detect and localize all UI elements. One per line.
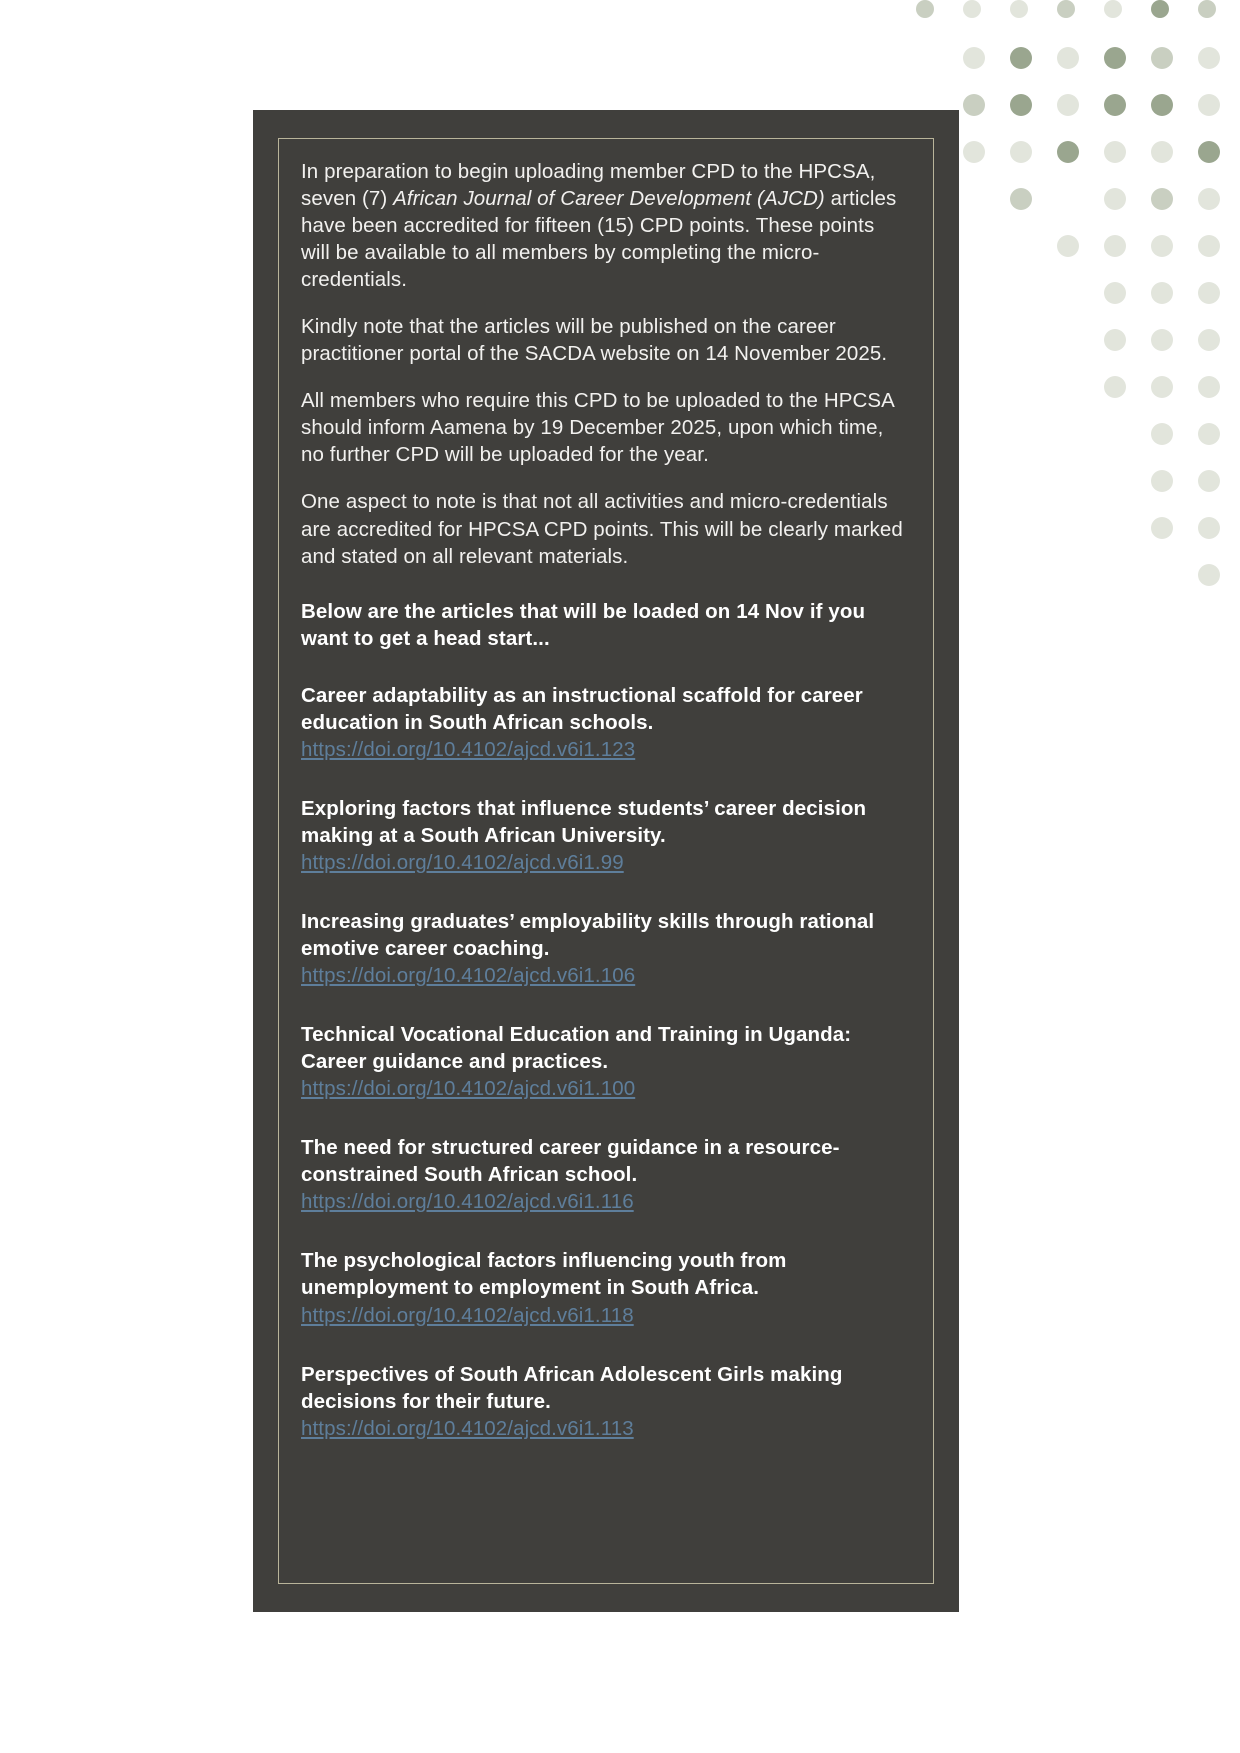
decorative-dot [1057,47,1079,69]
paragraph [301,387,907,468]
decorative-dot [1151,470,1173,492]
decorative-dot [1151,517,1173,539]
text-run: Kindly note that the articles will be published on the career practitioner portal of the SACDA website on 14 November 2025. [301,315,888,366]
decorative-dot [1151,329,1173,351]
decorative-dot [1151,282,1173,304]
article-doi-link[interactable]: https://doi.org/10.4102/ajcd.v6i1.113 [301,1416,634,1440]
decorative-dot [1198,235,1220,257]
text-run: articles have been accredited for fifteen (15) CPD points. These points will be available to all members by completing the micro-credentials. [301,187,897,292]
article-item [301,1361,907,1442]
card-content [301,158,907,1474]
article-doi-link[interactable]: https://doi.org/10.4102/ajcd.v6i1.118 [301,1303,634,1327]
article-item [301,1021,907,1102]
decorative-dot [1198,517,1220,539]
decorative-dot [1151,235,1173,257]
decorative-dot [1151,94,1173,116]
articles-lead-text: Below are the articles that will be loaded on 14 Nov if you want to get a head start... [301,599,866,650]
article-item [301,682,907,763]
article-doi-link[interactable]: https://doi.org/10.4102/ajcd.v6i1.106 [301,964,636,988]
decorative-dot [1198,329,1220,351]
article-title: Exploring factors that influence students’ career decision making at a South African University. [301,796,867,847]
decorative-dot [1010,188,1032,210]
decorative-dot [1198,470,1220,492]
decorative-dot [1151,423,1173,445]
decorative-dot [1057,235,1079,257]
decorative-dot [1104,47,1126,69]
paragraph [301,488,907,569]
decorative-dot [1198,0,1216,18]
decorative-dot [1151,376,1173,398]
decorative-dot [1198,282,1220,304]
dot-grid-decoration [910,0,1240,686]
decorative-dot [1104,235,1126,257]
article-title: The need for structured career guidance in a resource-constrained South African school. [301,1136,840,1187]
decorative-dot [1057,141,1079,163]
decorative-dot [1104,376,1126,398]
article-doi-link[interactable]: https://doi.org/10.4102/ajcd.v6i1.116 [301,1190,634,1214]
text-run: All members who require this CPD to be uploaded to the HPCSA should inform Aamena by 19 December 2025, upon which time, no further CPD will be uploaded for the year. [301,389,894,467]
decorative-dot [963,141,985,163]
decorative-dot [1010,141,1032,163]
decorative-dot [1198,94,1220,116]
article-title: Technical Vocational Education and Training in Uganda: Career guidance and practices. [301,1023,852,1074]
decorative-dot [963,47,985,69]
article-title: Career adaptability as an instructional scaffold for career education in South African schools. [301,683,863,734]
decorative-dot [1104,282,1126,304]
article-title: Perspectives of South African Adolescent Girls making decisions for their future. [301,1362,843,1413]
article-item [301,795,907,876]
decorative-dot [1198,376,1220,398]
paragraph [301,313,907,367]
journal-name: African Journal of Career Development (AJCD) [393,187,825,211]
article-title: The psychological factors influencing youth from unemployment to employment in South Africa. [301,1249,787,1300]
decorative-dot [1198,423,1220,445]
decorative-dot [1104,0,1122,18]
decorative-dot [1198,141,1220,163]
article-item [301,908,907,989]
intro-paragraphs [301,158,907,570]
decorative-dot [1057,94,1079,116]
article-doi-link[interactable]: https://doi.org/10.4102/ajcd.v6i1.99 [301,850,624,874]
decorative-dot [1151,141,1173,163]
article-item [301,1134,907,1215]
article-list [301,682,907,1442]
decorative-dot [1104,329,1126,351]
decorative-dot [1010,0,1028,18]
decorative-dot [963,94,985,116]
article-item [301,1247,907,1328]
decorative-dot [1104,188,1126,210]
decorative-dot [1151,188,1173,210]
decorative-dot [1198,47,1220,69]
text-run: In preparation to begin uploading member CPD to the HPCSA, seven (7) [301,160,876,211]
decorative-dot [1010,47,1032,69]
decorative-dot [1104,94,1126,116]
decorative-dot [963,0,981,18]
article-doi-link[interactable]: https://doi.org/10.4102/ajcd.v6i1.100 [301,1077,636,1101]
decorative-dot [1198,564,1220,586]
decorative-dot [916,0,934,18]
decorative-dot [1104,141,1126,163]
decorative-dot [1151,0,1169,18]
text-run: One aspect to note is that not all activities and micro-credentials are accredited for HPCSA CPD points. This will be clearly marked and stated on all relevant materials. [301,490,903,568]
paragraph [301,158,907,293]
article-doi-link[interactable]: https://doi.org/10.4102/ajcd.v6i1.123 [301,737,636,761]
decorative-dot [1057,0,1075,18]
article-title: Increasing graduates’ employability skills through rational emotive career coaching. [301,909,875,961]
announcement-card [253,110,959,1612]
decorative-dot [1010,94,1032,116]
decorative-dot [1198,188,1220,210]
decorative-dot [1151,47,1173,69]
